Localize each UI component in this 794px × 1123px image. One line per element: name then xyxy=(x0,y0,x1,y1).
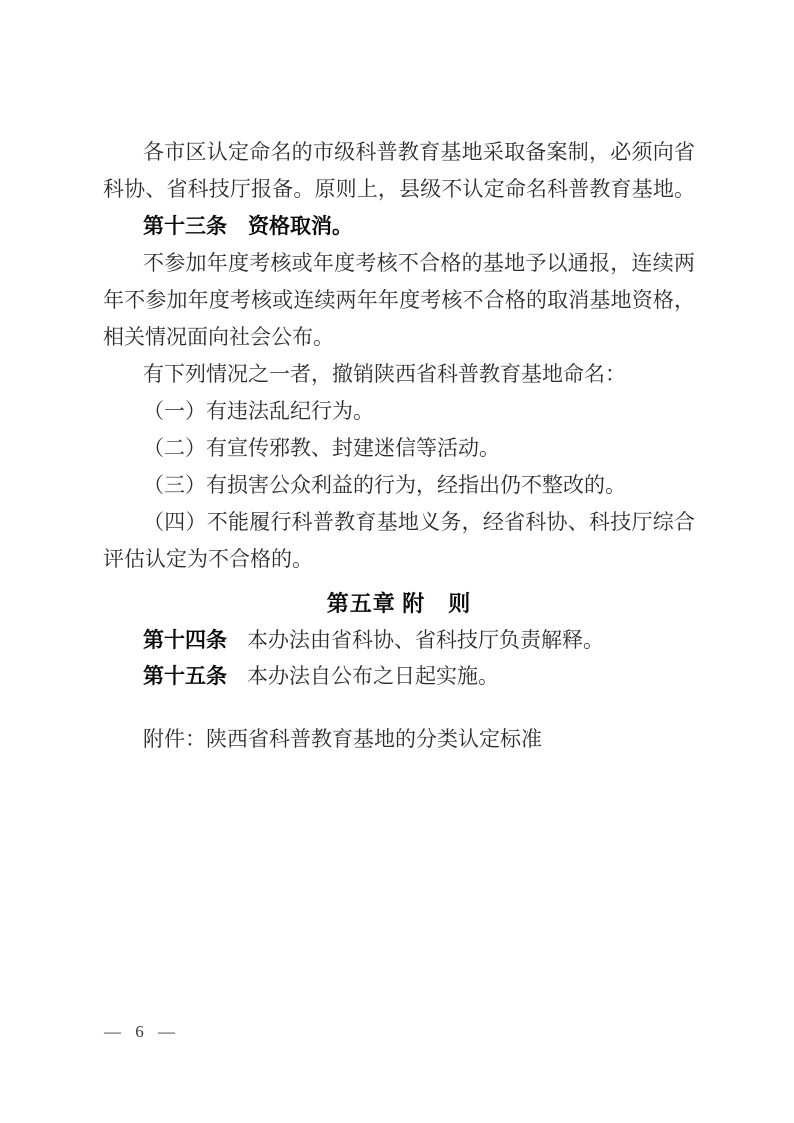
article-15-label: 第十五条 xyxy=(143,664,227,688)
paragraph-line: 有下列情况之一者，撤销陕西省科普教育基地命名： xyxy=(143,362,626,386)
article-13-heading: 第十三条 资格取消。 xyxy=(143,214,353,238)
attachment-note: 附件：陕西省科普教育基地的分类认定标准 xyxy=(143,727,542,751)
paragraph-line: 年不参加年度考核或连续两年年度考核不合格的取消基地资格， xyxy=(103,288,695,312)
article-14-label: 第十四条 xyxy=(143,628,227,652)
article-15-text: 本办法自公布之日起实施。 xyxy=(247,664,499,688)
article-14-text: 本办法由省科协、省科技厅负责解释。 xyxy=(247,628,604,652)
paragraph-line: 各市区认定命名的市级科普教育基地采取备案制，必须向省 xyxy=(143,140,695,164)
document-content xyxy=(103,134,695,758)
paragraph-line: 科协、省科技厅报备。原则上，县级不认定命名科普教育基地。 xyxy=(103,177,695,201)
list-item-2: （二）有宣传邪教、封建迷信等活动。 xyxy=(143,436,500,460)
list-item-3: （三）有损害公众利益的行为，经指出仍不整改的。 xyxy=(143,473,626,497)
paragraph-line: 评估认定为不合格的。 xyxy=(103,547,313,571)
chapter-5-heading: 第五章 附 则 xyxy=(326,591,472,616)
list-item-4: （四）不能履行科普教育基地义务，经省科协、科技厅综合 xyxy=(143,510,695,534)
article-15 xyxy=(103,658,695,694)
paragraph-line: 不参加年度考核或年度考核不合格的基地予以通报，连续两 xyxy=(143,251,695,275)
list-item-1: （一）有违法乱纪行为。 xyxy=(143,399,374,423)
page-number: — 6 — xyxy=(104,1022,180,1041)
page-footer xyxy=(104,1021,180,1043)
article-14 xyxy=(103,622,695,658)
paragraph-line: 相关情况面向社会公布。 xyxy=(103,325,334,349)
